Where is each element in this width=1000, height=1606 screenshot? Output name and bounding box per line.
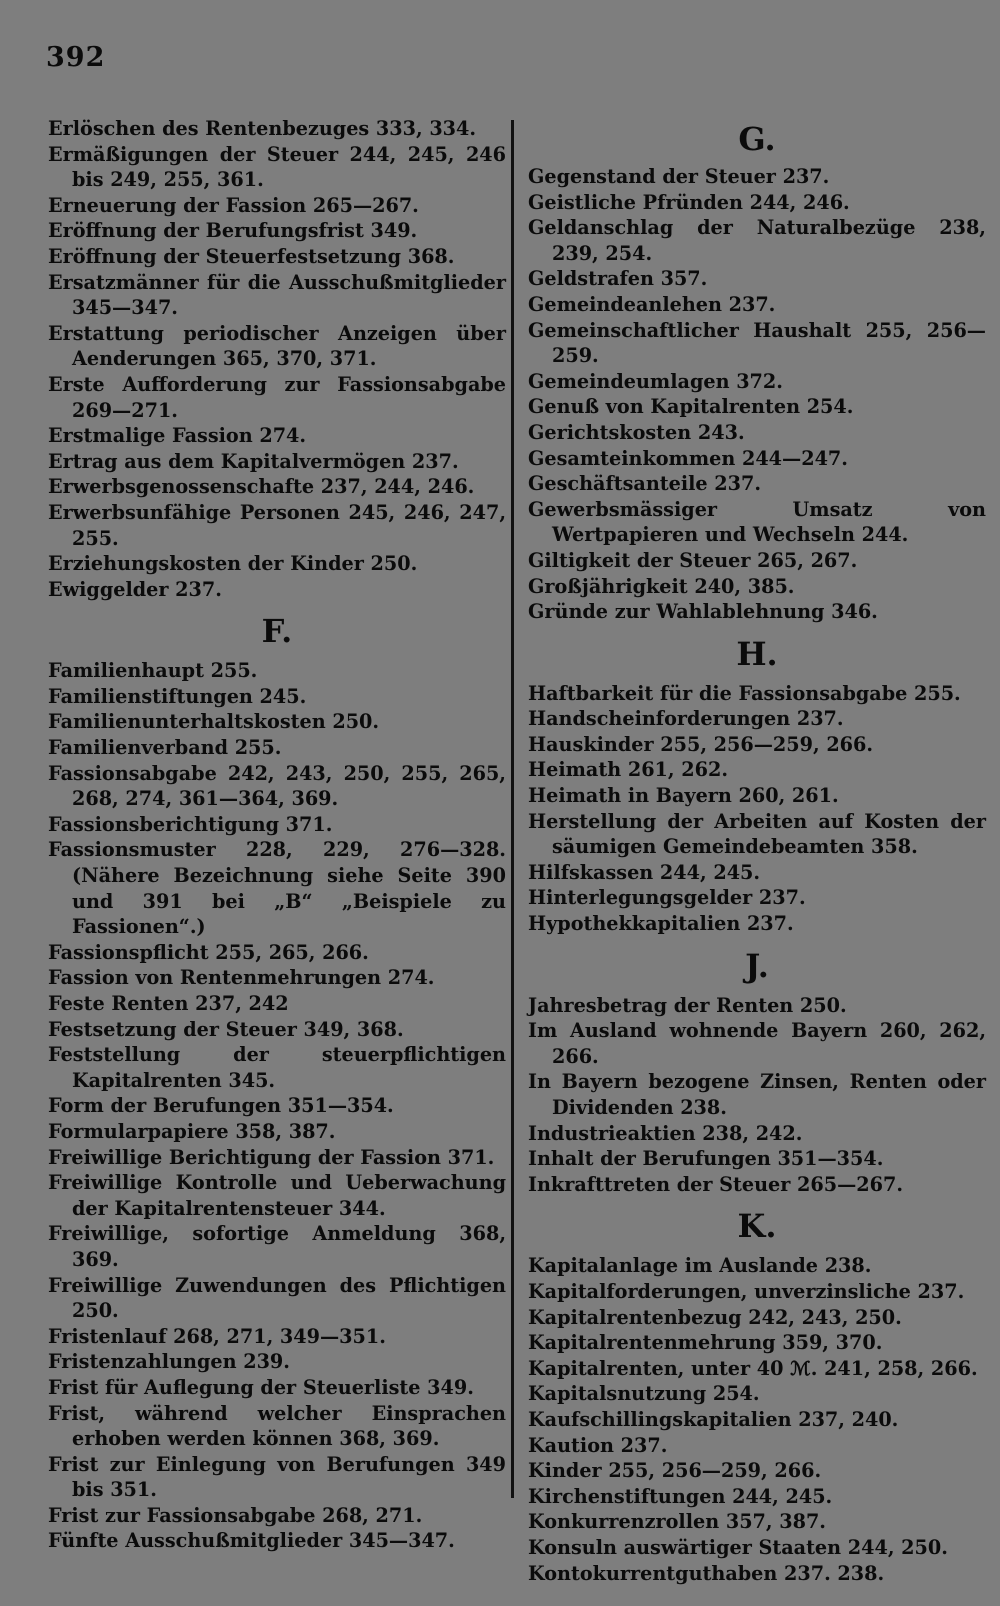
index-entry: Ermäßigungen der Steuer 244, 245, 246 bis 249, 255, 361.: [48, 142, 506, 192]
index-entry: Haftbarkeit für die Fassionsabgabe 255.: [528, 681, 961, 705]
index-entry: Frist, während welcher Einsprachen erhoben werden können 368, 369.: [48, 1401, 506, 1451]
index-entry: Hilfskassen 244, 245.: [528, 860, 761, 884]
index-entry: Ersatzmänner für die Ausschußmitglieder 345—347.: [48, 270, 506, 320]
index-entry: Großjährigkeit 240, 385.: [528, 574, 795, 598]
index-entry: Freiwillige Berichtigung der Fassion 371.: [48, 1145, 495, 1169]
index-entry: Fünfte Ausschußmitglieder 345—347.: [48, 1529, 455, 1553]
index-entry: Familienhaupt 255.: [48, 659, 258, 683]
index-entry: Fristenlauf 268, 271, 349—351.: [48, 1324, 386, 1348]
index-entry: Gemeindeanlehen 237.: [528, 292, 776, 316]
section-letter: K.: [737, 1207, 777, 1246]
index-entry: Geschäftsanteile 237.: [528, 472, 762, 496]
index-entry: Inhalt der Berufungen 351—354.: [528, 1147, 884, 1171]
index-entry: Giltigkeit der Steuer 265, 267.: [528, 548, 858, 572]
index-entry: Freiwillige Zuwendungen des Pflichtigen 250.: [48, 1273, 506, 1323]
index-entry: Freiwillige, sofortige Anmeldung 368, 369.: [48, 1222, 506, 1271]
index-entry: Frist zur Einlegung von Berufungen 349 bis 351.: [48, 1452, 506, 1502]
index-entry: Familienverband 255.: [48, 736, 282, 760]
index-entry: Gemeindeumlagen 372.: [528, 369, 783, 393]
index-entry: Gemeinschaftlicher Haushalt 255, 256—259.: [528, 318, 986, 368]
index-entry: Erstmalige Fassion 274.: [48, 424, 307, 448]
index-entry: Fassionspflicht 255, 265, 266.: [48, 940, 369, 964]
index-entry: Im Ausland wohnende Bayern 260, 262, 266.: [528, 1019, 986, 1068]
index-entry: Heimath in Bayern 260, 261.: [528, 784, 839, 808]
index-entry: Frist für Auflegung der Steuerliste 349.: [48, 1375, 474, 1399]
index-entry: Eröffnung der Steuerfestsetzung 368.: [48, 244, 455, 268]
index-entry: Fristenzahlungen 239.: [48, 1350, 290, 1374]
index-entry: Familienunterhaltskosten 250.: [48, 710, 380, 734]
section-letter: G.: [738, 120, 776, 158]
index-entry: Gesamteinkommen 244—247.: [528, 446, 848, 470]
index-entry: Kinder 255, 256—259, 266.: [528, 1459, 822, 1483]
index-entry: Fassionsabgabe 242, 243, 250, 255, 265, 268, 274, 361—364, 369.: [48, 761, 506, 811]
index-entry: Ewiggelder 237.: [48, 577, 222, 601]
index-entry: Fassion von Rentenmehrungen 274.: [48, 966, 435, 990]
index-entry: Fassionsmuster 228, 229, 276—328. (Nähere Bezeichnung siehe Seite 390 und 391 bei „B“ „Beispiele zu Fassionen“.): [48, 838, 506, 939]
index-entry: Kapitalsnutzung 254.: [528, 1382, 760, 1406]
index-entry: Frist zur Fassionsabgabe 268, 271.: [48, 1503, 423, 1527]
index-entry: Hypothekkapitalien 237.: [528, 912, 794, 936]
index-entry: Erziehungskosten der Kinder 250.: [48, 552, 418, 576]
index-entry: Fassionsberichtigung 371.: [48, 812, 333, 836]
index-entry: Feste Renten 237, 242: [48, 992, 289, 1015]
index-entry: Geldstrafen 357.: [528, 267, 708, 291]
index-entry: Kapitalrentenbezug 242, 243, 250.: [528, 1305, 902, 1329]
index-entry: Freiwillige Kontrolle und Ueberwachung der Kapitalrentensteuer 344.: [48, 1171, 506, 1220]
index-entry: Handscheinforderungen 237.: [528, 707, 844, 731]
index-entry: Inkrafttreten der Steuer 265—267.: [528, 1172, 904, 1196]
index-entry: Kapitalforderungen, unverzinsliche 237.: [528, 1279, 965, 1303]
index-entry: Geistliche Pfründen 244, 246.: [528, 190, 850, 214]
index-column-right: [528, 116, 986, 1586]
page-number: 392: [46, 42, 106, 73]
index-entry: Genuß von Kapitalrenten 254.: [528, 395, 854, 419]
index-entry: Familienstiftungen 245.: [48, 684, 307, 708]
index-entry: Kontokurrentguthaben 237. 238.: [528, 1561, 885, 1585]
index-entry: Gründe zur Wahlablehnung 346.: [528, 600, 878, 624]
index-entry: Form der Berufungen 351—354.: [48, 1094, 394, 1118]
index-entry: Industrieaktien 238, 242.: [528, 1121, 803, 1145]
index-entry: Geldanschlag der Naturalbezüge 238, 239, 254.: [528, 216, 986, 265]
index-entry: Eröffnung der Berufungsfrist 349.: [48, 219, 418, 243]
index-entry: Erwerbsgenossenschafte 237, 244, 246.: [48, 475, 475, 499]
index-entry: Hauskinder 255, 256—259, 266.: [528, 732, 874, 756]
index-entry: Kapitalrentenmehrung 359, 370.: [528, 1331, 883, 1355]
index-entry: In Bayern bezogene Zinsen, Renten oder Dividenden 238.: [528, 1070, 986, 1119]
index-entry: Erneuerung der Fassion 265—267.: [48, 193, 419, 217]
index-entry: Gegenstand der Steuer 237.: [528, 165, 830, 188]
index-entry: Gewerbsmässiger Umsatz von Wertpapieren und Wechseln 244.: [528, 497, 986, 547]
index-entry: Hinterlegungsgelder 237.: [528, 886, 806, 910]
index-entry: Formularpapiere 358, 387.: [48, 1119, 336, 1143]
index-entry: Ertrag aus dem Kapitalvermögen 237.: [48, 449, 459, 473]
index-entry: Konkurrenzrollen 357, 387.: [528, 1510, 826, 1534]
index-column-left: [48, 116, 506, 1554]
index-entry: Festsetzung der Steuer 349, 368.: [48, 1017, 404, 1041]
index-entry: Jahresbetrag der Renten 250.: [528, 993, 847, 1017]
index-entry: Kapitalanlage im Auslande 238.: [528, 1254, 872, 1278]
index-entry: Kapitalrenten, unter 40 ℳ. 241, 258, 266.: [528, 1356, 978, 1380]
section-letter: J.: [745, 946, 769, 985]
index-entry: Herstellung der Arbeiten auf Kosten der säumigen Gemeindebeamten 358.: [528, 809, 986, 859]
index-entry: Erste Aufforderung zur Fassionsabgabe 269—271.: [48, 372, 506, 422]
index-entry: Kaution 237.: [528, 1433, 668, 1457]
index-entry: Erlöschen des Rentenbezuges 333, 334.: [48, 117, 477, 140]
index-entry: Erwerbsunfähige Personen 245, 246, 247, 255.: [48, 500, 506, 550]
index-entry: Feststellung der steuerpflichtigen Kapitalrenten 345.: [48, 1043, 506, 1092]
column-divider: [511, 120, 514, 1498]
index-entry: Konsuln auswärtiger Staaten 244, 250.: [528, 1535, 948, 1559]
section-letter: F.: [261, 612, 293, 651]
index-entry: Heimath 261, 262.: [528, 758, 728, 782]
index-entry: Kaufschillingskapitalien 237, 240.: [528, 1407, 899, 1431]
section-letter: H.: [736, 634, 778, 673]
index-entry: Gerichtskosten 243.: [528, 420, 745, 444]
index-entry: Erstattung periodischer Anzeigen über Aenderungen 365, 370, 371.: [48, 321, 506, 371]
index-entry: Kirchenstiftungen 244, 245.: [528, 1484, 833, 1508]
